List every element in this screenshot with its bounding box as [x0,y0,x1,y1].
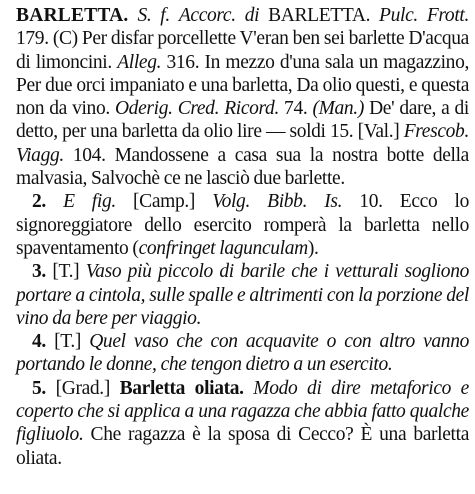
sense-definition: Vaso più piccolo di barile che i vetturali sogliono portare a cintola, sulle spalle e altrimenti con la porzione del vino da bere per viaggio. [16,261,469,329]
sense-example: Che ragazza è la sposa di Cecco? È una barletta oliata. [16,424,469,469]
citation-text-4: De' dare, a di detto, per una barletta da olio lire — soldi 15. [Val.] [16,98,469,143]
citation-text-5: 104. Mandossene a casa sua la nostra botte della malvasia, Salvochè ce ne lasciò due barlette. [16,144,469,190]
sense-tag: [Grad.] [45,377,120,399]
abbreviation-note: Accorc. [178,5,236,26]
sense-2-tag: [Camp.] [115,191,213,213]
sense-2-text: 10. Ecco lo signoreggiatore dello esercito romperà la barletta nello spaventamento ( [16,191,469,259]
sense-number: 4. [32,331,46,353]
source-frott: Frott. [426,5,469,26]
cross-reference-word: BARLETTA. [268,5,371,26]
sense-figurative: E fig. [63,191,116,213]
part-of-speech: S. f. [137,5,170,26]
source-oderig: Oderig. Cred. Ricord. [114,98,279,120]
sense-definition: Quel vaso che con acquavite o con altro vanno portando le donne, che tengon dietro a un esercito. [16,331,469,376]
citation-text-2: 316. In mezzo d'una sala un magazzino, Per due orci impaniato e una barletta, Da olio questi, e questa non da vino. [16,51,470,120]
sense-number: 3. [32,261,46,283]
phrase-headword: Barletta oliata. [119,377,244,399]
di-word: di [244,5,260,26]
source-pulci: Pulc. [379,5,418,26]
sense-number: 5. [32,377,46,399]
source-volg-bibb: Volg. Bibb. Is. [212,191,343,213]
sense-4 [16,330,469,377]
source-man: (Man.) [312,98,364,120]
sense-tag: [T.] [45,261,86,283]
sense-5 [16,377,469,470]
sense-2-close: ). [307,237,319,259]
source-frescob: Frescob. Viagg. [16,121,469,166]
source-alleg: Alleg. [117,51,162,73]
entry-barletta-main [16,4,469,190]
sense-tag: [T.] [45,331,90,353]
latin-gloss: confringet lagunculam [138,237,308,259]
sense-3 [16,260,469,330]
citation-text-1: 179. (C) Per disfar porcellette V'eran ben sei barlette D'acqua di limoncini. [16,28,469,73]
citation-text-3: 74. [278,98,313,120]
sense-definition: Modo di dire metaforico e coperto che si applica a una ragazza che abbia fatto qualche figliuolo. [16,377,469,446]
headword: BARLETTA. [16,5,129,26]
sense-number: 2. [32,191,46,213]
sense-2 [16,190,469,260]
